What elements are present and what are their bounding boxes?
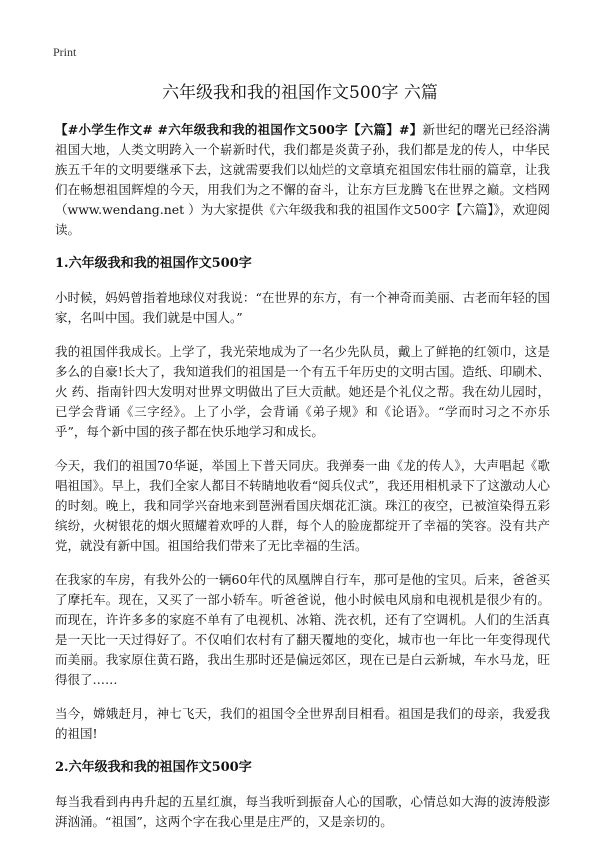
print-label: Print [53,45,77,59]
intro-tag: 【#小学生作文# #六年级我和我的祖国作文500字【六篇】#】 [55,122,423,137]
paragraph: 在我家的车房，有我外公的一辆60年代的凤凰牌自行车，那可是他的宝贝。后来，爸爸买了摩托车。现在，又买了一部小轿车。听爸爸说，他小时候电风扇和电视机是很少有的。而现在，许许多多的家庭不单有了电视机、冰箱、洗衣机，还有了空调机。人们的生活真是一天比一天过得好了。不仅咱们农村有了翻天覆地的变化，城市也一年比一年变得现代而美丽。我家原住黄石路，我出生那时还是偏远郊区，现在已是白云新城，车水马龙，旺得很了…… [55,572,550,687]
paragraph: 每当我看到冉冉升起的五星红旗，每当我听到振奋人心的国歌，心情总如大海的波涛般澎湃汹涌。“祖国”，这两个字在我心里是庄严的，又是亲切的。 [55,794,550,829]
paragraph: 小时候，妈妈曾指着地球仪对我说：“在世界的东方，有一个神奇而美丽、古老而年轻的国家，名叫中国。我们就是中国人。” [55,290,550,325]
section-heading: 2.六年级我和我的祖国作文500字 [55,760,252,775]
section-heading: 1.六年级我和我的祖国作文500字 [55,256,252,271]
page-title: 六年级我和我的祖国作文500字 六篇 [162,83,438,103]
intro-paragraph [55,120,550,240]
intro-text: 新世纪的曙光已经浴满祖国大地，人类文明跨入一个崭新时代，我们都是炎黄子孙，我们都是龙的传人，中华民族五千年的文明要继承下去，这就需要我们以灿烂的文章填充祖国宏伟壮丽的篇章，让我们在畅想祖国辉煌的今天，用我们为之不懈的奋斗，让东方巨龙腾飞在世界之巅。文档网（www.wendang.net ）为大家提供《六年级我和我的祖国作文500字【六篇】》，欢迎阅读。 [55,122,550,237]
paragraph: 今天，我们的祖国70华诞，举国上下普天同庆。我弹奏一曲《龙的传人》，大声唱起《歌唱祖国》。早上，我们全家人都目不转睛地收看“阅兵仪式”，我还用相机录下了这激动人心的时刻。晚上，我和同学兴奋地来到琶洲看国庆烟花汇演。珠江的夜空，已被渲染得五彩缤纷，火树银花的烟火照耀着欢呼的人群，每个人的脸庞都绽开了幸福的笑容。没有共产党，就没有新中国。祖国给我们带来了无比幸福的生活。 [55,458,550,553]
article-body [55,120,550,846]
paragraph: 我的祖国伴我成长。上学了，我光荣地成为了一名少先队员，戴上了鲜艳的红领巾，这是多么的自豪!长大了，我知道我们的祖国是一个有五千年历史的文明古国。造纸、印刷术、火 药、指南针四大发明对世界文明做出了巨大贡献。她还是个礼仪之帮。我在幼儿园时，已学会背诵《三字经》。上了小学，会背诵《弟子规》和《论语》。“学而时习之不亦乐乎”，每个新中国的孩子都在快乐地学习和成长。 [55,344,550,439]
paragraph: 当今，嫦娥赶月，神七飞天，我们的祖国令全世界刮目相看。祖国是我们的母亲，我爱我的祖国! [55,706,550,741]
